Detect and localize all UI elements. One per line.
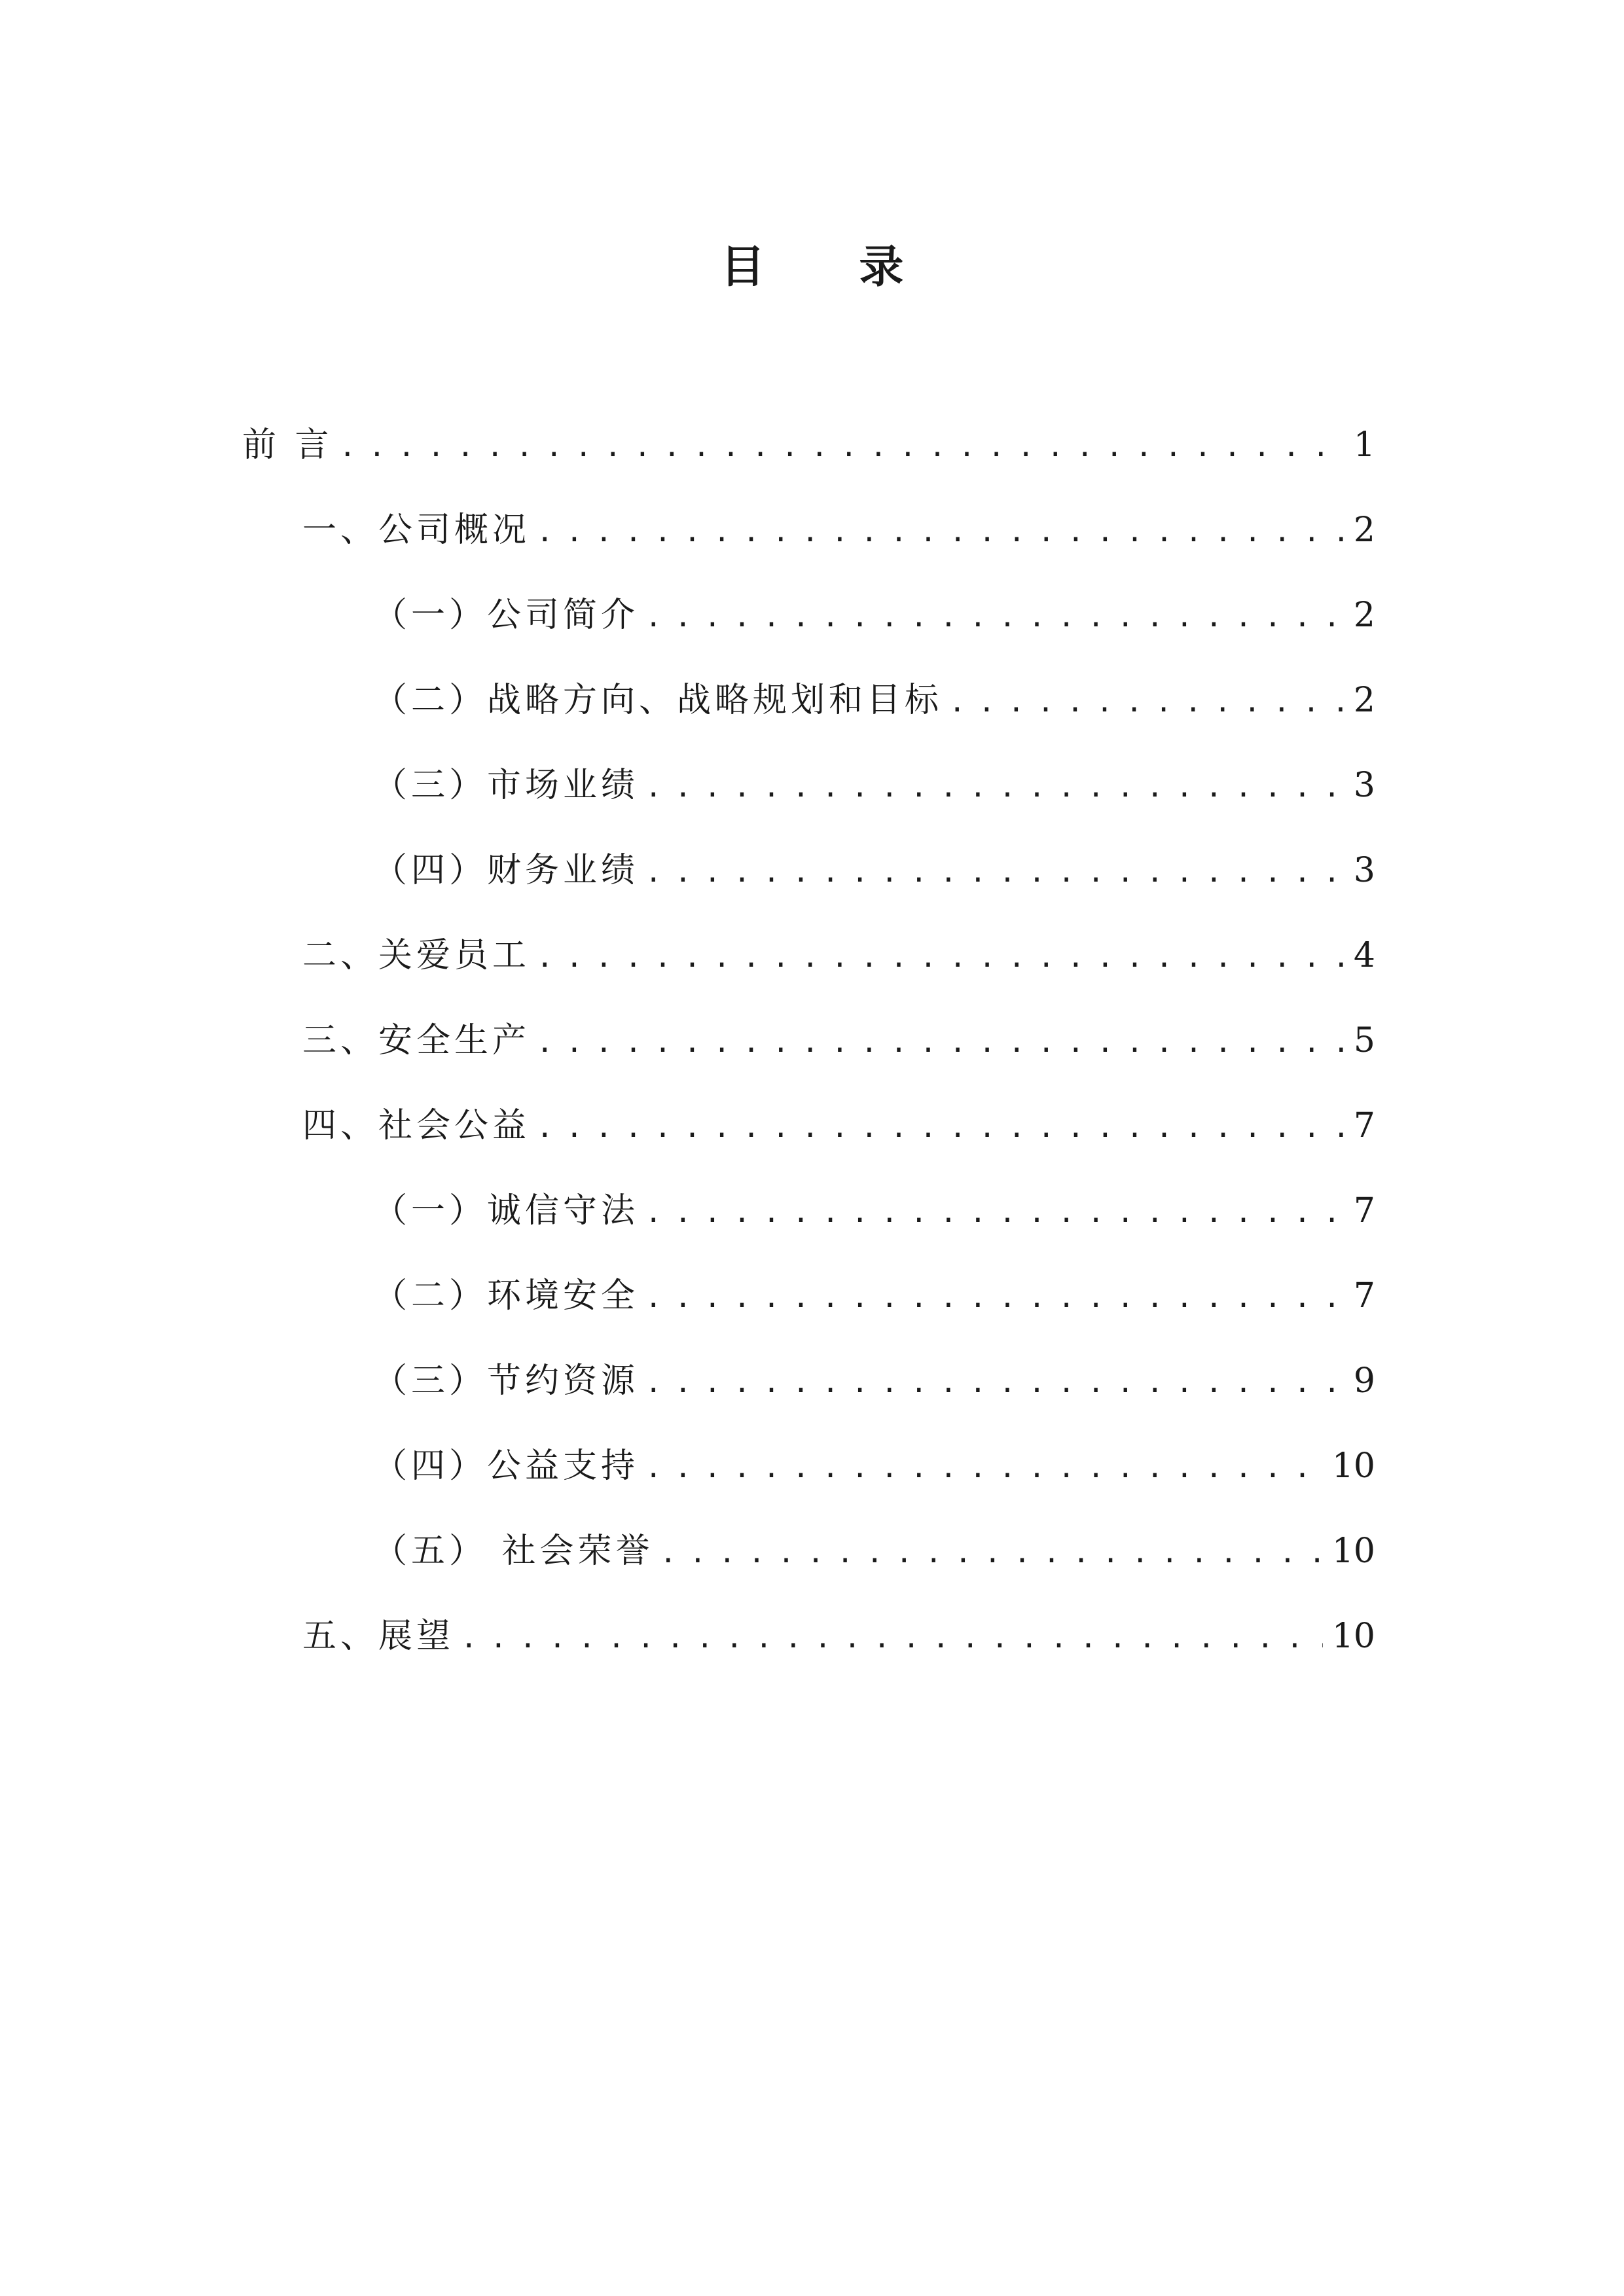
toc-entry-label: 三、安全生产 xyxy=(302,1021,531,1060)
toc-entry-label: （四）公益支持 xyxy=(373,1446,640,1486)
toc-page-number: 9 xyxy=(1353,1361,1375,1401)
dot-leader xyxy=(648,1270,1344,1322)
toc-page-number: 2 xyxy=(1353,596,1375,635)
dot-leader xyxy=(463,1610,1323,1662)
page-title: 目 录 xyxy=(720,241,943,293)
toc-entry[interactable] xyxy=(373,1355,1375,1407)
toc-page-number: 10 xyxy=(1331,1532,1375,1571)
toc-entry[interactable] xyxy=(302,1100,1375,1152)
toc-entry[interactable] xyxy=(242,419,1375,471)
dot-leader xyxy=(648,844,1344,897)
toc-page-number: 2 xyxy=(1353,511,1375,550)
toc-entry[interactable] xyxy=(373,1525,1375,1577)
toc-page-number: 3 xyxy=(1353,766,1375,805)
toc-entry-label: （四）财务业绩 xyxy=(373,851,640,890)
dot-leader xyxy=(648,589,1344,641)
toc-page-number: 7 xyxy=(1353,1191,1375,1230)
toc-page-number: 4 xyxy=(1353,936,1375,975)
toc-page-number: 10 xyxy=(1331,1617,1375,1656)
dot-leader xyxy=(539,1100,1344,1152)
toc-entry-label: 四、社会公益 xyxy=(302,1106,531,1145)
toc-page-number: 7 xyxy=(1353,1106,1375,1145)
toc-entry[interactable] xyxy=(373,844,1375,897)
dot-leader xyxy=(648,759,1344,812)
toc-entry[interactable] xyxy=(373,674,1375,726)
toc-entry[interactable] xyxy=(302,1610,1375,1662)
toc-page-number: 1 xyxy=(1353,425,1375,465)
toc-entry-label: （三）节约资源 xyxy=(373,1361,640,1401)
toc-entry-label: （二）环境安全 xyxy=(373,1276,640,1316)
dot-leader xyxy=(648,1440,1323,1492)
toc-entry[interactable] xyxy=(373,1185,1375,1237)
toc-entry-label: （三）市场业绩 xyxy=(373,766,640,805)
toc-page-number: 10 xyxy=(1331,1446,1375,1486)
toc-entry[interactable] xyxy=(373,1440,1375,1492)
toc-entry-label: 一、公司概况 xyxy=(302,511,531,550)
toc-page-number: 7 xyxy=(1353,1276,1375,1316)
dot-leader xyxy=(539,504,1344,556)
toc-page-number: 3 xyxy=(1353,851,1375,890)
toc-entry-label: （二）战略方向、战略规划和目标 xyxy=(373,681,943,720)
dot-leader xyxy=(539,1014,1344,1067)
toc-entry-label: 前 言 xyxy=(242,425,333,465)
toc-entry[interactable] xyxy=(302,1014,1375,1067)
toc-entry-label: （一）诚信守法 xyxy=(373,1191,640,1230)
dot-leader xyxy=(648,1355,1344,1407)
dot-leader xyxy=(663,1525,1323,1577)
toc-page-number: 5 xyxy=(1353,1021,1375,1060)
toc-entry[interactable] xyxy=(373,589,1375,641)
toc-page-number: 2 xyxy=(1353,681,1375,720)
dot-leader xyxy=(648,1185,1344,1237)
toc-entry[interactable] xyxy=(302,504,1375,556)
toc-entry-label: （一）公司简介 xyxy=(373,596,640,635)
toc-entry[interactable] xyxy=(373,1270,1375,1322)
toc-entry-label: 五、展望 xyxy=(302,1617,455,1656)
dot-leader xyxy=(952,674,1344,726)
toc-entry[interactable] xyxy=(302,929,1375,982)
dot-leader xyxy=(539,929,1344,982)
toc-entry-label: 二、关爱员工 xyxy=(302,936,531,975)
toc-entry-label: （五） 社会荣誉 xyxy=(373,1532,654,1571)
toc-entry[interactable] xyxy=(373,759,1375,812)
dot-leader xyxy=(342,419,1344,471)
